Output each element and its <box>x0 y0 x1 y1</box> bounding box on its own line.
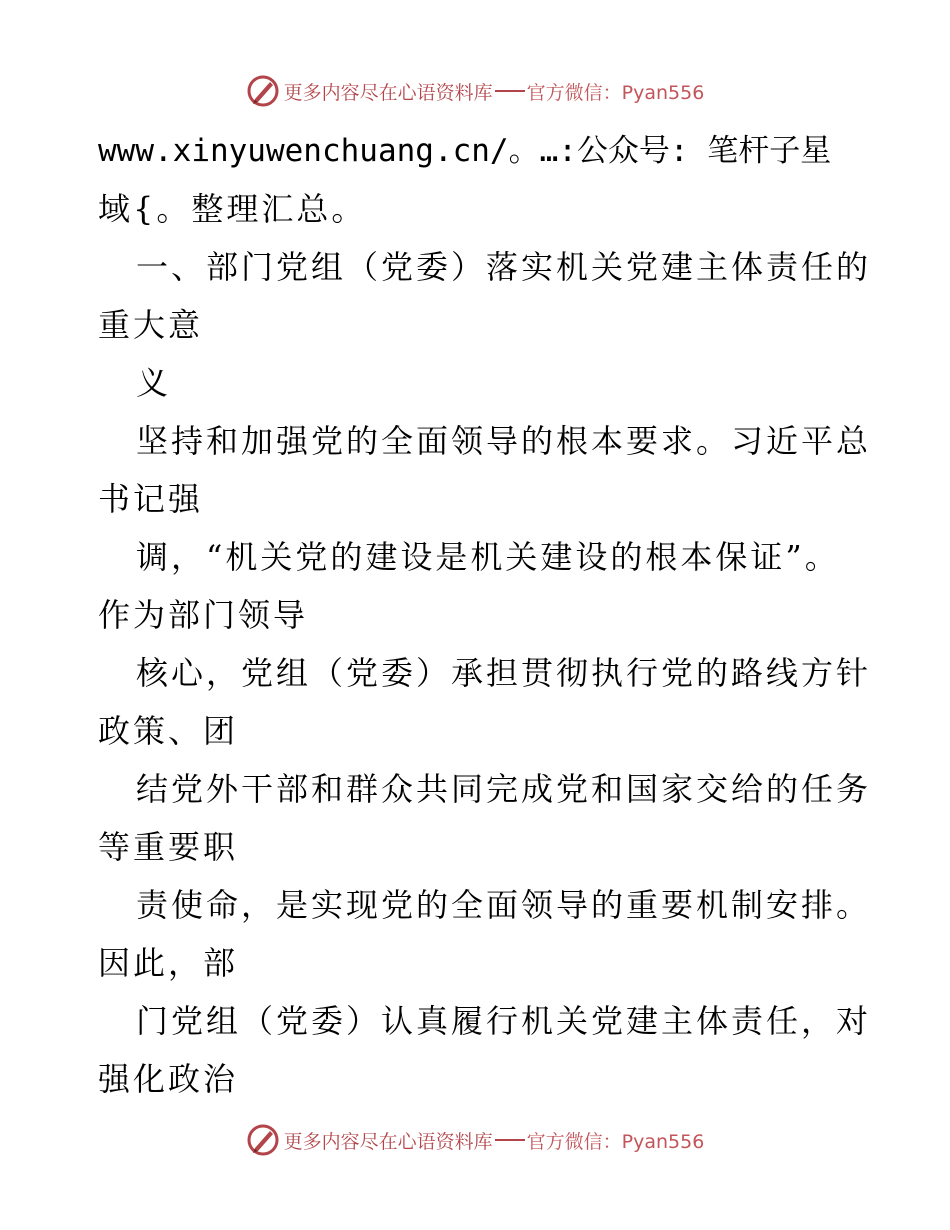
text-line: www.xinyuwenchuang.cn/。…:公众号: 笔杆子星 <box>98 133 832 169</box>
text-line: 核心，党组（党委）承担贯彻执行党的路线方针 <box>136 654 872 692</box>
pen-logo-icon <box>246 74 280 108</box>
text-line: 责使命，是实现党的全面领导的重要机制安排。 <box>136 886 872 924</box>
header-watermark-banner <box>0 71 950 111</box>
text-line: 坚持和加强党的全面领导的根本要求。习近平总 <box>136 422 872 460</box>
text-line: 调，“机关党的建设是机关建设的根本保证”。 <box>136 538 840 576</box>
footer-watermark-banner <box>0 1120 950 1160</box>
banner-divider <box>495 90 525 92</box>
banner-wechat: 官方微信：Pyan556 <box>526 1130 705 1153</box>
text-line: 强化政治 <box>98 1060 239 1098</box>
text-line: 域{。整理汇总。 <box>98 190 367 228</box>
text-line: 作为部门领导 <box>98 596 309 634</box>
banner-text: 更多内容尽在心语资料库 <box>283 1130 493 1153</box>
text-line: 政策、团 <box>98 712 239 750</box>
text-line: 结党外干部和群众共同完成党和国家交给的任务 <box>136 770 872 808</box>
section-heading: 一、部门党组（党委）落实机关党建主体责任的 <box>136 248 872 286</box>
section-heading-continued: 义 <box>136 364 172 402</box>
pen-logo-icon <box>246 1123 280 1157</box>
text-line: 因此，部 <box>98 944 239 982</box>
banner-divider <box>495 1139 525 1141</box>
banner-wechat: 官方微信：Pyan556 <box>526 81 705 104</box>
section-heading-continued: 重大意 <box>98 306 204 344</box>
banner-text: 更多内容尽在心语资料库 <box>283 81 493 104</box>
text-line: 门党组（党委）认真履行机关党建主体责任，对 <box>136 1002 872 1040</box>
text-line: 书记强 <box>98 480 204 518</box>
text-line: 等重要职 <box>98 828 239 866</box>
